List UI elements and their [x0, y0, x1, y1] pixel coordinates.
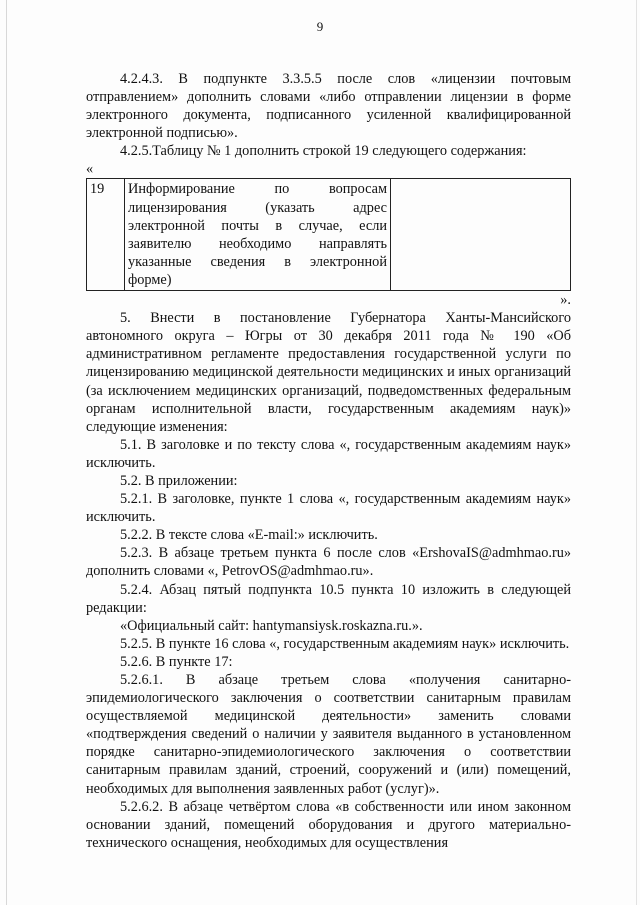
- table-cell-number: 19: [87, 179, 125, 291]
- paragraph: 5.2.3. В абзаце третьем пункта 6 после слов «ErshovaIS@admhmao.ru» дополнить словами «, PetrovOS@admhmao.ru».: [86, 545, 571, 580]
- inserted-table: [86, 178, 571, 291]
- paragraph: 5. Внести в постановление Губернатора Ханты-Мансийского автономного округа – Югры от 30 декабря 2011 года № 190 «Об административном регламенте предоставления государственной услуги по лицензированию медицинской деятельности медицинских и иных организаций (за исключением медицинских организаций, подведомственных федеральным органам исполнительной власти, государственным академиям наук)» следующие изменения:: [86, 310, 571, 435]
- paragraph: 5.2.2. В тексте слова «E-mail:» исключить.: [120, 527, 378, 544]
- paragraph: 5.1. В заголовке и по тексту слова «, государственным академиям наук» исключить.: [86, 436, 571, 471]
- paragraph: 5.2.4. Абзац пятый подпункта 10.5 пункта 10 изложить в следующей редакции:: [86, 581, 571, 616]
- table-row: [87, 179, 571, 291]
- paragraph-4-2-4-3: 4.2.4.3. В подпункте 3.3.5.5 после слов «лицензии почтовым отправлением» дополнить словами «либо отправлении лицензии в форме электронного документа, подписанного усиленной квалифицированной электронной подписью».: [86, 71, 571, 142]
- paragraph: 5.2.6.1. В абзаце третьем слова «получения санитарно-эпидемиологического заключения о соответствии санитарным правилам осуществляемой медицинской деятельности» заменить словами «подтверждения сведений о наличии у заявителя выданного в установленном порядке санитарно-эпидемиологического заключения о соответствии санитарным правилам зданий, строений, сооружений и (или) помещений, необходимых для выполнения заявленных работ (услуг)».: [86, 672, 571, 797]
- paragraph-list: [86, 309, 571, 852]
- paragraph: 5.2.6.2. В абзаце четвёртом слова «в собственности или ином законном основании зданий, помещений оборудования и другого материально-технического оснащения, необходимых для осуществления: [86, 798, 571, 851]
- paragraph: 5.2.5. В пункте 16 слова «, государственным академиям наук» исключить.: [120, 635, 570, 652]
- paragraph-4-2-5: 4.2.5.Таблицу № 1 дополнить строкой 19 следующего содержания:: [120, 143, 527, 160]
- page-number: 9: [316, 19, 324, 34]
- scan-edge-left: [6, 0, 7, 905]
- scan-edge-right: [636, 0, 637, 905]
- paragraph: «Официальный сайт: hantymansiysk.roskazna.ru.».: [120, 617, 423, 634]
- paragraph: 5.2. В приложении:: [120, 472, 238, 489]
- paragraph: 5.2.1. В заголовке, пункте 1 слова «, государственным академиям наук» исключить.: [86, 491, 571, 526]
- quote-open: «: [86, 161, 94, 178]
- table-cell-text: Информирование по вопросам лицензирования (указать адрес электронной почты в случае, если заявителю необходимо направлять указанные сведения в электронной форме): [125, 179, 391, 291]
- paragraph: 5.2.6. В пункте 17:: [120, 653, 233, 670]
- document-body: [86, 70, 571, 852]
- quote-close: ».: [560, 292, 571, 309]
- table-cell-empty: [391, 179, 571, 291]
